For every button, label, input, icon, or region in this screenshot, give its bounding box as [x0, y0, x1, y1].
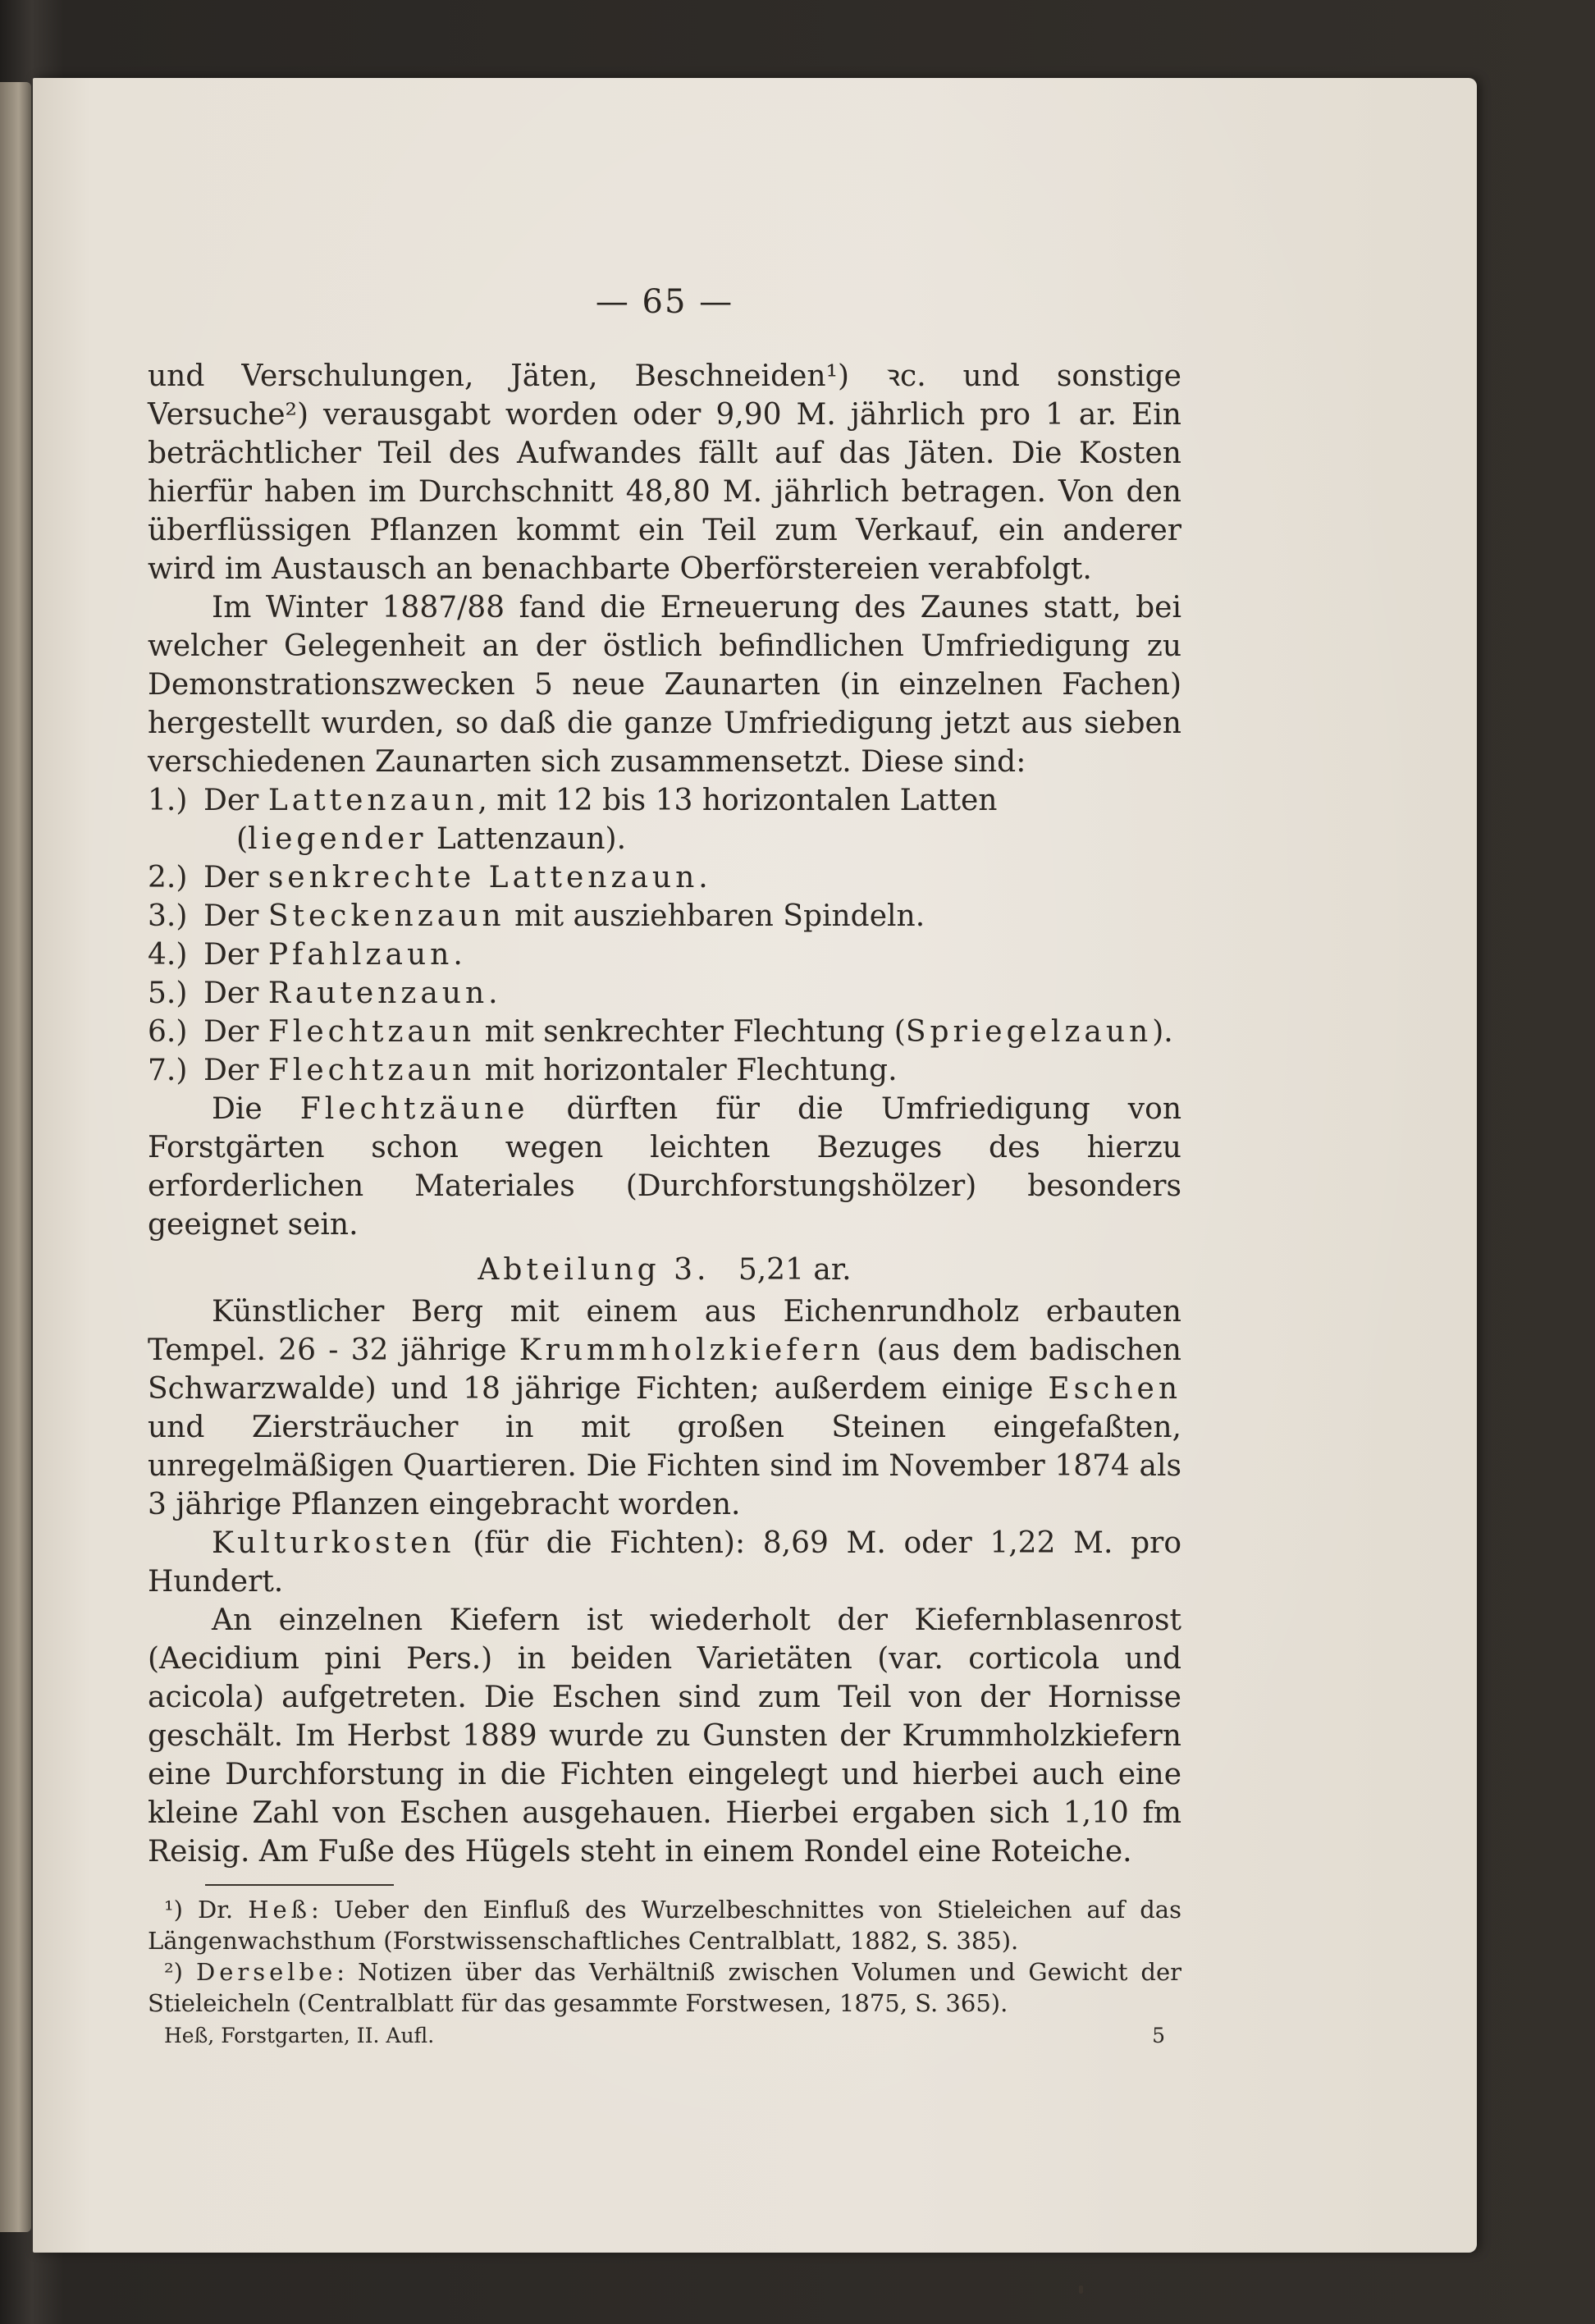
left-page-edge	[0, 82, 31, 2232]
paragraph-wattle-fences	[148, 1090, 1181, 1244]
list-item-text: Der	[203, 784, 268, 817]
footer-signature: Heß, Forstgarten, II. Aufl.	[164, 2024, 435, 2047]
page-content	[148, 283, 1181, 2050]
list-item	[148, 781, 1181, 858]
paragraph-spaced-term: Flechtzäune	[299, 1092, 529, 1126]
list-item-spaced-term: Flechtzaun	[267, 1054, 476, 1087]
list-item-text: .	[488, 977, 498, 1010]
footer-sheet-number: 5	[1152, 2024, 1165, 2047]
footnote-text: Dr.	[182, 1896, 249, 1924]
paragraph-fence-renewal: Im Winter 1887/88 fand die Erneuerung des Zaunes statt, bei welcher Gelegenheit an der östlich befindlichen Umfriedigung zu Demonstrationszwecken 5 neue Zaunarten (in einzelnen Fachen) hergestellt wurden, so daß die ganze Umfriedigung jetzt aus sieben verschiedenen Zaunarten sich zusammensetzt. Diese sind:	[148, 591, 1181, 779]
list-item-number: 6.)	[148, 1015, 188, 1049]
list-item-number: 3.)	[148, 899, 188, 933]
paragraph-spaced-term: Kulturkosten	[212, 1526, 455, 1560]
section-heading-label: Abteilung 3.	[478, 1253, 711, 1287]
list-item-text: mit horizontaler Flechtung.	[475, 1054, 898, 1087]
list-item-text: Der	[203, 1054, 268, 1087]
list-item-text: Der	[203, 938, 268, 972]
paragraph-culture-costs	[148, 1524, 1181, 1601]
list-item-number: 1.)	[148, 784, 188, 817]
footnote-text: : Notizen über das Verhältniß zwischen Volumen und Gewicht der Stieleicheln (Centralblatt für das gesammte Forstwesen, 1875, S. 365).	[148, 1958, 1181, 2017]
paragraph-text: (aus dem badischen Schwarzwalde) und 18 jährige Fichten; außerdem einige	[148, 1334, 1181, 1406]
list-item-text: Der	[203, 899, 268, 933]
ink-speck	[1079, 2285, 1083, 2294]
paragraph-costs: und Verschulungen, Jäten, Beschneiden¹) ꝛc. und sonstige Versuche²) verausgabt worden oder 9,90 M. jährlich pro 1 ar. Ein beträchtlicher Teil des Aufwandes fällt auf das Jäten. Die Kosten hierfür haben im Durchschnitt 48,80 M. jährlich betragen. Von den überflüssigen Pflanzen kommt ein Teil zum Verkauf, ein anderer wird im Austausch an benachbarte Oberförstereien verabfolgt.	[148, 359, 1181, 586]
list-item-text: Der	[203, 861, 268, 894]
list-item-text: .	[453, 938, 463, 972]
list-item-text: mit ausziehbaren Spindeln.	[505, 899, 925, 933]
fence-type-list	[148, 781, 1181, 1090]
list-item-spaced-term: Lattenzaun	[267, 784, 478, 817]
paragraph-text: (für die Fichten): 8,69 M. oder 1,22 M. pro Hundert.	[148, 1526, 1181, 1599]
paragraph-text: Künstlicher Berg mit einem aus Eichenrundholz erbauten Tempel. 26 - 32 jährige	[148, 1295, 1181, 1367]
footnote-text: : Ueber den Einfluß des Wurzelbeschnittes von Stieleichen auf das Längenwachsthum (Forstwissenschaftliches Centralblatt, 1882, S. 385).	[148, 1896, 1181, 1955]
list-item-number: 4.)	[148, 938, 188, 972]
list-item-text: , mit 12 bis 13 horizontalen Latten	[478, 784, 998, 817]
section-heading	[148, 1251, 1181, 1289]
paragraph-artificial-hill	[148, 1292, 1181, 1524]
paragraph-spaced-term: Eschen	[1048, 1372, 1181, 1406]
footnote-2	[148, 1956, 1181, 2019]
list-item-spaced-term: Flechtzaun	[267, 1015, 476, 1049]
list-item-spaced-term: Rautenzaun	[267, 977, 489, 1010]
list-item-continuation: (liegender Lattenzaun).	[236, 822, 627, 856]
list-item-text: Lattenzaun).	[427, 822, 627, 856]
footnote-1	[148, 1894, 1181, 1956]
list-item-spaced-term: senkrechte Lattenzaun	[267, 861, 699, 894]
page-number: — 65 —	[595, 283, 734, 321]
section-heading-size: 5,21 ar.	[738, 1253, 852, 1287]
footnote-text	[183, 1958, 196, 1986]
list-item-text: Der	[203, 977, 268, 1010]
paragraph-text: und Ziersträucher in mit großen Steinen eingefaßten, unregelmäßigen Quartieren. Die Fichten sind im November 1874 als 3 jährige Pflanzen eingebracht worden.	[148, 1411, 1181, 1521]
list-item-text: mit senkrechter Flechtung (	[475, 1015, 906, 1049]
list-item-number: 7.)	[148, 1054, 188, 1087]
list-item-spaced-term: Steckenzaun	[267, 899, 505, 933]
list-item	[148, 897, 1181, 936]
list-item-spaced-term: Pfahlzaun	[267, 938, 454, 972]
page-footer	[148, 2022, 1181, 2050]
list-item	[148, 974, 1181, 1013]
paragraph-text: dürften für die Umfriedigung von Forstgärten schon wegen leichten Bezuges des hierzu erforderlichen Materiales (Durchforstungshölzer) besonders geeignet sein.	[148, 1092, 1181, 1242]
footnotes	[148, 1894, 1181, 2019]
paragraph-spaced-term: Krummholzkiefern	[519, 1334, 865, 1367]
footnote-author: Heß	[248, 1896, 312, 1924]
footnote-author: Derselbe	[195, 1958, 337, 1986]
footnote-divider	[205, 1884, 394, 1886]
list-item-spaced-term: Spriegelzaun	[905, 1015, 1153, 1049]
list-item-text: Der	[203, 1015, 268, 1049]
footnote-mark: ²)	[164, 1958, 183, 1986]
list-item	[148, 936, 1181, 974]
list-item	[148, 1051, 1181, 1090]
footnote-mark: ¹)	[164, 1896, 183, 1924]
paragraph-text: Die	[212, 1092, 300, 1126]
list-item	[148, 858, 1181, 897]
list-item-number: 2.)	[148, 861, 188, 894]
list-item-spaced-term: liegender	[248, 822, 427, 856]
list-item-number: 5.)	[148, 977, 188, 1010]
paragraph-blister-rust: An einzelnen Kiefern ist wiederholt der Kiefernblasenrost (Aecidium pini Pers.) in beiden Varietäten (var. corticola und acicola) aufgetreten. Die Eschen sind zum Teil von der Hornisse geschält. Im Herbst 1889 wurde zu Gunsten der Krummholzkiefern eine Durchforstung in die Fichten eingelegt und hierbei auch eine kleine Zahl von Eschen ausgehauen. Hierbei ergaben sich 1,10 fm Reisig. Am Fuße des Hügels steht in einem Rondel eine Roteiche.	[148, 1603, 1181, 1869]
list-item-text: ).	[1152, 1015, 1173, 1049]
list-item-text: .	[698, 861, 708, 894]
list-item	[148, 1013, 1181, 1051]
